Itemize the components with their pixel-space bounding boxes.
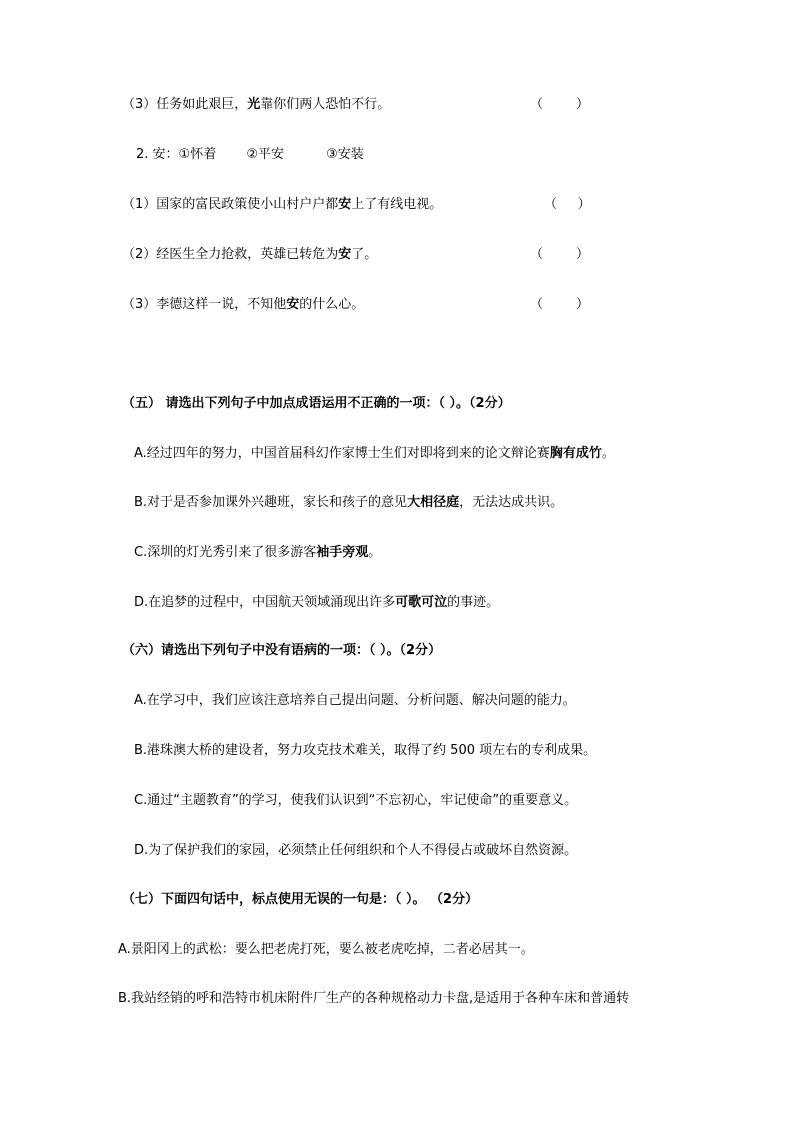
question-2-item-2: [122, 246, 377, 264]
dotted-word: 光: [247, 97, 261, 112]
section-6-option-d: D.为了保护我们的家园，必须禁止任何组织和个人不得侵占或破坏自然资源。: [134, 843, 578, 858]
dotted-idiom: 可歌可泣: [395, 595, 448, 610]
option-text: 的事迹。: [447, 595, 500, 610]
item-text: 了。: [351, 247, 378, 262]
question-2-options: [136, 146, 364, 164]
option-3: ③安装: [326, 147, 364, 162]
item-text: （2）经医生全力抢救，英雄已转危为: [122, 247, 339, 262]
dotted-word: 安: [338, 197, 352, 212]
item-text: 上了有线电视。: [351, 197, 443, 212]
option-2: ②平安: [246, 147, 284, 162]
question-item-3: [122, 96, 390, 114]
question-2-item-3: [122, 296, 364, 314]
dotted-idiom: 胸有成竹: [549, 446, 602, 461]
item-text: （3）任务如此艰巨，: [122, 97, 248, 112]
answer-blank[interactable]: （ ）: [530, 97, 590, 112]
item-text: 靠你们两人恐怕不行。: [260, 97, 391, 112]
section-5-heading: （五） 请选出下列句子中加点成语运用不正确的一项：（ ）。（2分）: [122, 396, 511, 411]
item-text: （1）国家的富民政策使小山村户户都: [122, 197, 339, 212]
section-7-heading: （七）下面四句话中，标点使用无误的一句是：（ ）。 （2分）: [122, 892, 479, 907]
option-text: B.对于是否参加课外兴趣班，家长和孩子的意见: [134, 495, 408, 510]
item-text: （3）李德这样一说，不知他: [122, 297, 287, 312]
section-7-option-b: B.我站经销的呼和浩特市机床附件厂生产的各种规格动力卡盘,是适用于各种车床和普通转: [118, 991, 630, 1006]
answer-blank[interactable]: （ ）: [530, 297, 590, 312]
option-text: D.在追梦的过程中，中国航天领域涌现出许多: [134, 595, 396, 610]
option-text: A.经过四年的努力，中国首届科幻作家博士生们对即将到来的论文辩论赛: [134, 446, 550, 461]
question-2-label: 2. 安：①怀着: [136, 147, 217, 162]
section-5-option-a: [134, 445, 615, 463]
option-text: 。: [601, 446, 615, 461]
answer-blank[interactable]: （ ）: [530, 247, 590, 262]
dotted-word: 安: [338, 247, 352, 262]
section-5-option-c: [134, 544, 381, 562]
section-6-option-a: A.在学习中，我们应该注意培养自己提出问题、分析问题、解决问题的能力。: [134, 693, 576, 708]
item-text: 的什么心。: [299, 297, 365, 312]
dotted-word: 安: [286, 297, 300, 312]
question-2-item-1: [122, 196, 442, 214]
section-5-option-b: [134, 494, 563, 512]
dotted-idiom: 大相径庭: [407, 495, 460, 510]
dotted-idiom: 袖手旁观: [316, 545, 369, 560]
section-6-option-c: C.通过“主题教育”的学习，使我们认识到“不忘初心，牢记使命”的重要意义。: [134, 793, 578, 808]
section-6-heading: （六）请选出下列句子中没有语病的一项：（ ）。（2分）: [122, 643, 442, 658]
section-5-option-d: [134, 594, 499, 612]
section-7-option-a: A.景阳冈上的武松：要么把老虎打死，要么被老虎吃掉，二者必居其一。: [118, 942, 534, 957]
answer-blank[interactable]: （ ）: [544, 197, 591, 212]
option-text: C.深圳的灯光秀引来了很多游客: [134, 545, 317, 560]
option-text: ，无法达成共识。: [459, 495, 564, 510]
option-text: 。: [368, 545, 382, 560]
section-6-option-b: B.港珠澳大桥的建设者，努力攻克技术难关，取得了约 500 项左右的专利成果。: [134, 743, 597, 758]
